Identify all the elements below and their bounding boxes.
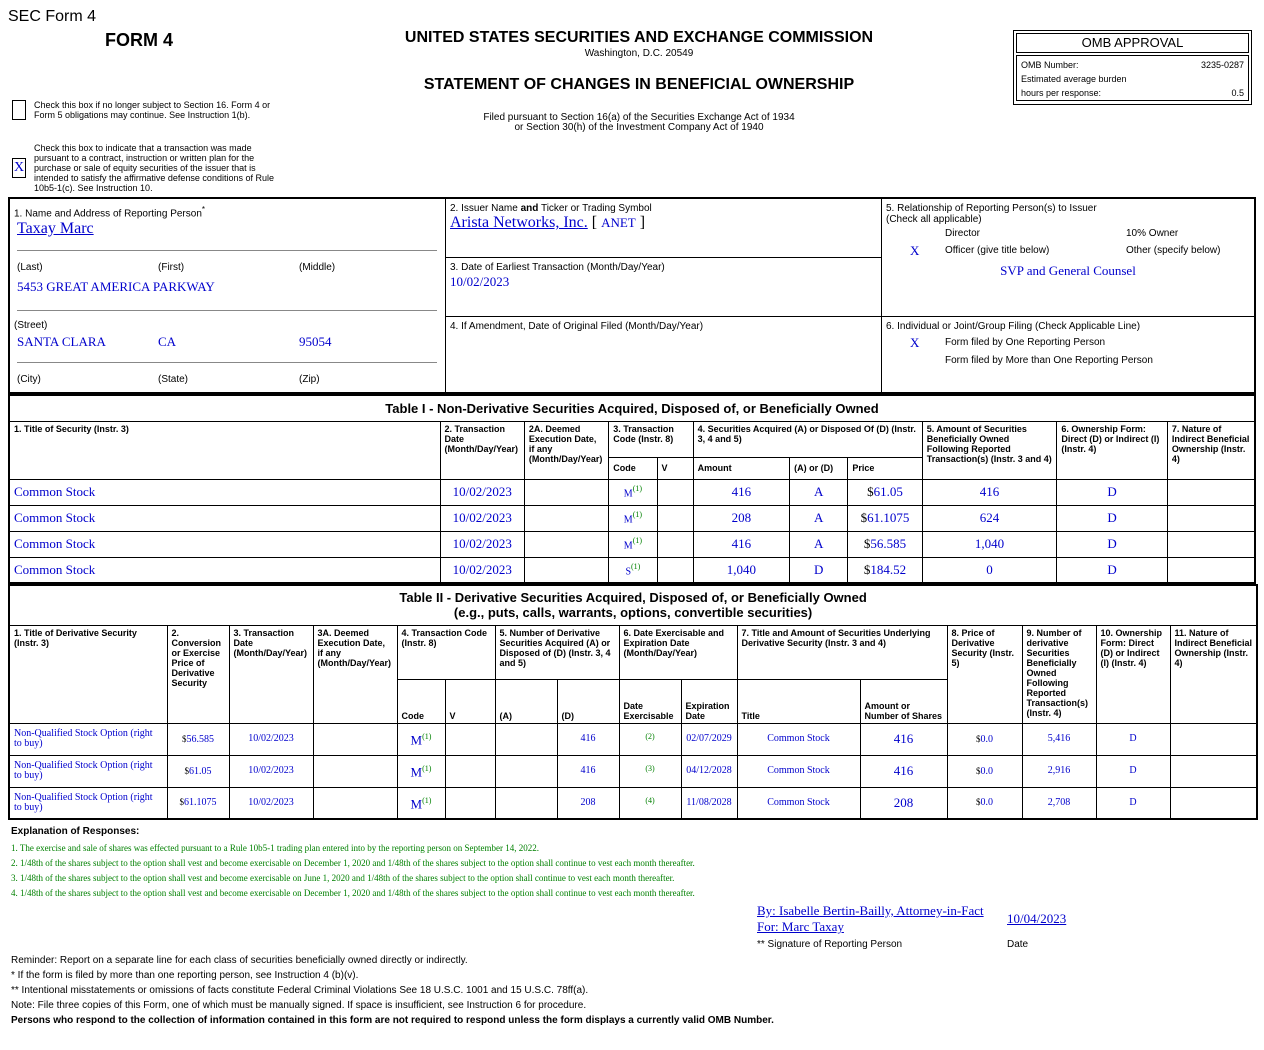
explanation-heading: Explanation of Responses: bbox=[11, 826, 140, 837]
first-label: (First) bbox=[158, 262, 185, 273]
t1-sub-ad: (A) or (D) bbox=[790, 457, 848, 479]
t1-date: 10/02/2023 bbox=[440, 531, 524, 557]
signature-line-1: By: Isabelle Bertin-Bailly, Attorney-in-Fact bbox=[757, 903, 984, 918]
t2-d: 416 bbox=[557, 723, 619, 755]
t1-owned: 0 bbox=[922, 557, 1057, 583]
table-derivative bbox=[8, 584, 1258, 820]
t1-sub-v: V bbox=[657, 457, 693, 479]
reporting-person-box bbox=[9, 198, 446, 393]
t2-d: 416 bbox=[557, 755, 619, 787]
t2-form: D bbox=[1096, 723, 1170, 755]
t2-exercisable bbox=[619, 723, 681, 755]
table-row bbox=[9, 755, 1257, 787]
t1-owned: 624 bbox=[922, 505, 1057, 531]
filed-line-2: or Section 30(h) of the Investment Company Act of 1940 bbox=[514, 122, 764, 133]
footnote-ref[interactable]: (1) bbox=[631, 561, 641, 571]
officer-label: Officer (give title below) bbox=[945, 245, 1050, 256]
t2-sub-exercisable: Date Exercisable bbox=[619, 679, 681, 723]
reminder-4: Note: File three copies of this Form, one of which must be manually signed. If space is insufficient, see Instruction 6 for procedure. bbox=[11, 1000, 587, 1011]
t2-d: 208 bbox=[557, 787, 619, 819]
t2-underlying-shares: 208 bbox=[860, 787, 947, 819]
t2-date: 10/02/2023 bbox=[229, 787, 313, 819]
footnote-ref[interactable]: (1) bbox=[632, 535, 643, 545]
zip-label: (Zip) bbox=[299, 374, 320, 385]
t1-title: Common Stock bbox=[9, 557, 440, 583]
other-label: Other (specify below) bbox=[1126, 245, 1221, 256]
t2-underlying-title: Common Stock bbox=[737, 723, 860, 755]
footnote-ref[interactable]: (2) bbox=[645, 731, 655, 741]
t2-header-number: 5. Number of Derivative Securities Acquired (A) or Disposed of (D) (Instr. 3, 4 and 5) bbox=[495, 625, 619, 679]
reminder-3: ** Intentional misstatements or omissions of facts constitute Federal Criminal Violations See 18 U.S.C. 1001 and 15 U.S.C. 78ff(a). bbox=[11, 985, 589, 996]
t1-date: 10/02/2023 bbox=[440, 557, 524, 583]
last-label: (Last) bbox=[17, 262, 43, 273]
t2-title: Non-Qualified Stock Option (right to buy) bbox=[9, 723, 167, 755]
footnote-ref[interactable]: (1) bbox=[632, 483, 643, 493]
relationship-box bbox=[881, 198, 1255, 317]
section16-checkbox[interactable] bbox=[12, 100, 26, 120]
t1-owned: 1,040 bbox=[922, 531, 1057, 557]
t1-price: $61.1075 bbox=[848, 505, 922, 531]
t2-v bbox=[445, 723, 495, 755]
omb-burden: 0.5 bbox=[1231, 88, 1244, 98]
earliest-transaction-label: 3. Date of Earliest Transaction (Month/Day/Year) bbox=[450, 262, 665, 273]
t1-date: 10/02/2023 bbox=[440, 505, 524, 531]
t2-exercisable bbox=[619, 755, 681, 787]
t2-a bbox=[495, 723, 557, 755]
statement-title: STATEMENT OF CHANGES IN BENEFICIAL OWNERSHIP bbox=[423, 76, 855, 93]
t1-header-acquired: 4. Securities Acquired (A) or Disposed Of (D) (Instr. 3, 4 and 5) bbox=[693, 421, 922, 457]
t1-nature bbox=[1167, 479, 1255, 505]
date-label: Date bbox=[1007, 939, 1029, 950]
omb-notice: Persons who respond to the collection of information contained in this form are not required to respond unless the form displays a currently valid OMB Number. bbox=[11, 1015, 774, 1026]
t1-deemed bbox=[524, 557, 608, 583]
rule10b5-checkbox[interactable]: X bbox=[12, 158, 26, 178]
t1-title: Common Stock bbox=[9, 505, 440, 531]
reporting-person-name-link[interactable]: Taxay Marc bbox=[17, 220, 94, 237]
one-person-label: Form filed by One Reporting Person bbox=[945, 337, 1106, 348]
t2-sub-title: Title bbox=[737, 679, 860, 723]
t2-form: D bbox=[1096, 787, 1170, 819]
form-number: FORM 4 bbox=[105, 30, 174, 50]
omb-details bbox=[1016, 55, 1249, 101]
footnote-ref[interactable]: (3) bbox=[645, 763, 655, 773]
filing-type-box bbox=[881, 316, 1255, 393]
agency-title: UNITED STATES SECURITIES AND EXCHANGE COMMISSION bbox=[404, 29, 874, 46]
t1-amount: 1,040 bbox=[693, 557, 789, 583]
t2-underlying-shares: 416 bbox=[860, 755, 947, 787]
t2-owned: 2,708 bbox=[1022, 787, 1096, 819]
t1-title: Common Stock bbox=[9, 531, 440, 557]
t2-sub-code: Code bbox=[397, 679, 445, 723]
t1-amount: 416 bbox=[693, 479, 789, 505]
t1-amount: 416 bbox=[693, 531, 789, 557]
t2-header-conversion: 2. Conversion or Exercise Price of Derivative Security bbox=[167, 625, 229, 723]
t1-sub-price: Price bbox=[848, 457, 922, 479]
t1-ad: A bbox=[790, 479, 848, 505]
t1-price: $184.52 bbox=[848, 557, 922, 583]
t1-nature bbox=[1167, 531, 1255, 557]
footnote-ref[interactable]: (1) bbox=[422, 796, 432, 806]
t1-header-deemed: 2A. Deemed Execution Date, if any (Month/Day/Year) bbox=[524, 421, 608, 479]
issuer-label: 2. Issuer Name and Ticker or Trading Symbol bbox=[450, 203, 652, 214]
t1-amount: 208 bbox=[693, 505, 789, 531]
table-non-derivative bbox=[8, 394, 1256, 584]
omb-title: OMB APPROVAL bbox=[1016, 33, 1249, 53]
t1-date: 10/02/2023 bbox=[440, 479, 524, 505]
t2-a bbox=[495, 755, 557, 787]
zip-value: 95054 bbox=[299, 334, 332, 349]
t2-conversion-price: $56.585 bbox=[167, 723, 229, 755]
table-row bbox=[9, 479, 1255, 505]
t2-header-price: 8. Price of Derivative Security (Instr. 5) bbox=[947, 625, 1022, 723]
t2-owned: 2,916 bbox=[1022, 755, 1096, 787]
street-label: (Street) bbox=[14, 320, 48, 331]
reminders bbox=[11, 953, 1011, 1028]
table-row bbox=[9, 557, 1255, 583]
t2-date: 10/02/2023 bbox=[229, 755, 313, 787]
t2-sub-d: (D) bbox=[557, 679, 619, 723]
t1-v bbox=[657, 557, 693, 583]
t2-underlying-title: Common Stock bbox=[737, 755, 860, 787]
signature-label: ** Signature of Reporting Person bbox=[757, 939, 903, 950]
reminder-2: * If the form is filed by more than one reporting person, see Instruction 4 (b)(v). bbox=[11, 970, 359, 981]
footnote-4: 4. 1/48th of the shares subject to the option shall vest and become exercisable on December 1, 2020 and 1/48th of the shares subject to the option shall continue to vest each month thereafter. bbox=[11, 888, 695, 898]
t2-header-date: 3. Transaction Date (Month/Day/Year) bbox=[229, 625, 313, 723]
t2-date: 10/02/2023 bbox=[229, 723, 313, 755]
table1-caption: Table I - Non-Derivative Securities Acquired, Disposed of, or Beneficially Owned bbox=[9, 395, 1255, 421]
t1-header-nature: 7. Nature of Indirect Beneficial Ownership (Instr. 4) bbox=[1167, 421, 1255, 479]
t1-ad: D bbox=[790, 557, 848, 583]
omb-number: 3235-0287 bbox=[1200, 60, 1244, 70]
table-row bbox=[9, 531, 1255, 557]
t2-v bbox=[445, 787, 495, 819]
t2-deemed bbox=[313, 723, 397, 755]
signature bbox=[757, 903, 984, 935]
omb-burden-label-2: hours per response: bbox=[1021, 88, 1102, 98]
table-row bbox=[9, 505, 1255, 531]
middle-label: (Middle) bbox=[299, 262, 336, 273]
t2-sub-a: (A) bbox=[495, 679, 557, 723]
t1-nature bbox=[1167, 557, 1255, 583]
footnote-3: 3. 1/48th of the shares subject to the option shall vest and become exercisable on June 1, 2020 and 1/48th of the shares subject to the option shall continue to vest each month thereafter. bbox=[11, 873, 675, 883]
footnote-ref[interactable]: (4) bbox=[645, 795, 655, 805]
t1-header-date: 2. Transaction Date (Month/Day/Year) bbox=[440, 421, 524, 479]
omb-number-label: OMB Number: bbox=[1021, 60, 1079, 70]
issuer-line: Arista Networks, Inc. [ ANET ] bbox=[450, 214, 646, 231]
t1-form: D bbox=[1057, 479, 1168, 505]
footnote-2: 2. 1/48th of the shares subject to the option shall vest and become exercisable on December 1, 2020 and 1/48th of the shares subject to the option shall continue to vest each month thereafter. bbox=[11, 858, 695, 868]
officer-title: SVP and General Counsel bbox=[1000, 263, 1136, 278]
t1-sub-amount: Amount bbox=[693, 457, 789, 479]
t2-nature bbox=[1170, 787, 1257, 819]
t2-header-title: 1. Title of Derivative Security (Instr. 3) bbox=[9, 625, 167, 723]
t1-v bbox=[657, 531, 693, 557]
omb-burden-label-1: Estimated average burden bbox=[1021, 74, 1127, 84]
t2-title: Non-Qualified Stock Option (right to buy) bbox=[9, 787, 167, 819]
omb-approval-box bbox=[1013, 30, 1252, 105]
t1-header-title: 1. Title of Security (Instr. 3) bbox=[9, 421, 440, 479]
t2-expiration: 04/12/2028 bbox=[681, 755, 737, 787]
t1-deemed bbox=[524, 531, 608, 557]
t2-nature bbox=[1170, 723, 1257, 755]
t1-header-owned: 5. Amount of Securities Beneficially Owned Following Reported Transaction(s) (Instr. 3 and 4) bbox=[922, 421, 1057, 479]
t2-title: Non-Qualified Stock Option (right to buy) bbox=[9, 755, 167, 787]
t2-deriv-price: $0.0 bbox=[947, 723, 1022, 755]
reminder-1: Reminder: Report on a separate line for each class of securities beneficially owned directly or indirectly. bbox=[11, 955, 468, 966]
t2-underlying-title: Common Stock bbox=[737, 787, 860, 819]
t2-header-underlying: 7. Title and Amount of Securities Underlying Derivative Security (Instr. 3 and 4) bbox=[737, 625, 947, 679]
t1-deemed bbox=[524, 505, 608, 531]
t1-form: D bbox=[1057, 557, 1168, 583]
table2-caption: Table II - Derivative Securities Acquired, Disposed of, or Beneficially Owned (e.g., puts, calls, warrants, options, convertible securities) bbox=[9, 585, 1257, 625]
street-value: 5453 GREAT AMERICA PARKWAY bbox=[17, 279, 215, 294]
issuer-name-link[interactable]: Arista Networks, Inc. bbox=[450, 214, 588, 231]
t1-code: $M^{(1)}$ bbox=[609, 479, 657, 505]
t1-code: $S^{(1)}$ bbox=[609, 557, 657, 583]
section16-text: Check this box if no longer subject to Section 16. Form 4 or Form 5 obligations may continue. See Instruction 1(b). bbox=[34, 100, 271, 120]
t2-underlying-shares: 416 bbox=[860, 723, 947, 755]
t2-deriv-price: $0.0 bbox=[947, 787, 1022, 819]
t2-form: D bbox=[1096, 755, 1170, 787]
t2-sub-v: V bbox=[445, 679, 495, 723]
t2-code: $M^{(1)}$ bbox=[397, 723, 445, 755]
t1-price: $61.05 bbox=[848, 479, 922, 505]
city-label: (City) bbox=[17, 374, 41, 385]
filing-type-label: 6. Individual or Joint/Group Filing (Check Applicable Line) bbox=[886, 321, 1141, 332]
rule10b5-text: Check this box to indicate that a transaction was made pursuant to a contract, instruction or written plan for the purchase or sale of equity securities of the issuer that is intended to satisfy the affirmative defense conditions of Rule 10b5-1(c). See Instruction 10. bbox=[34, 143, 274, 193]
t1-code: $M^{(1)}$ bbox=[609, 505, 657, 531]
filed-line-1: Filed pursuant to Section 16(a) of the Securities Exchange Act of 1934 bbox=[483, 112, 795, 123]
earliest-transaction-date: 10/02/2023 bbox=[450, 274, 510, 289]
amendment-box bbox=[445, 316, 882, 393]
t2-header-nature: 11. Nature of Indirect Beneficial Ownership (Instr. 4) bbox=[1170, 625, 1257, 723]
t2-v bbox=[445, 755, 495, 787]
t2-deemed bbox=[313, 755, 397, 787]
t1-code: $M^{(1)}$ bbox=[609, 531, 657, 557]
state-value: CA bbox=[158, 334, 177, 349]
t2-exercisable bbox=[619, 787, 681, 819]
filed-pursuant bbox=[380, 113, 898, 133]
t2-sub-expiration: Expiration Date bbox=[681, 679, 737, 723]
t1-v bbox=[657, 479, 693, 505]
t2-header-deemed: 3A. Deemed Execution Date, if any (Month/Day/Year) bbox=[313, 625, 397, 723]
t1-owned: 416 bbox=[922, 479, 1057, 505]
t2-header-owned: 9. Number of derivative Securities Beneficially Owned Following Reported Transaction(s) (Instr. 4) bbox=[1022, 625, 1096, 723]
t2-code: $M^{(1)}$ bbox=[397, 787, 445, 819]
t2-code: $M^{(1)}$ bbox=[397, 755, 445, 787]
footnote-ref[interactable]: (1) bbox=[422, 732, 432, 742]
footnote-ref[interactable]: (1) bbox=[632, 509, 643, 519]
t1-sub-code: Code bbox=[609, 457, 657, 479]
issuer-box bbox=[445, 198, 882, 258]
ticker-symbol: ANET bbox=[601, 215, 636, 230]
t2-nature bbox=[1170, 755, 1257, 787]
t1-header-code: 3. Transaction Code (Instr. 8) bbox=[609, 421, 693, 457]
t1-form: D bbox=[1057, 505, 1168, 531]
table-row bbox=[9, 787, 1257, 819]
t2-sub-amount: Amount or Number of Shares bbox=[860, 679, 947, 723]
explanation-section bbox=[11, 826, 1111, 901]
t1-nature bbox=[1167, 505, 1255, 531]
table-row bbox=[9, 723, 1257, 755]
ten-percent-owner-label: 10% Owner bbox=[1126, 228, 1179, 239]
earliest-transaction-box bbox=[445, 257, 882, 317]
one-person-check-mark: X bbox=[910, 335, 920, 350]
t1-header-form: 6. Ownership Form: Direct (D) or Indirect (I) (Instr. 4) bbox=[1057, 421, 1168, 479]
reporting-person-label: 1. Name and Address of Reporting Person* bbox=[14, 205, 206, 220]
amendment-label: 4. If Amendment, Date of Original Filed (Month/Day/Year) bbox=[450, 321, 704, 332]
t2-expiration: 11/08/2028 bbox=[681, 787, 737, 819]
t1-deemed bbox=[524, 479, 608, 505]
t2-header-form: 10. Ownership Form: Direct (D) or Indirect (I) (Instr. 4) bbox=[1096, 625, 1170, 723]
more-persons-label: Form filed by More than One Reporting Person bbox=[945, 355, 1153, 366]
footnote-ref[interactable]: (1) bbox=[422, 764, 432, 774]
t2-header-exercisable: 6. Date Exercisable and Expiration Date (Month/Day/Year) bbox=[619, 625, 737, 679]
t2-deriv-price: $0.0 bbox=[947, 755, 1022, 787]
t2-header-code: 4. Transaction Code (Instr. 8) bbox=[397, 625, 495, 679]
director-label: Director bbox=[945, 228, 981, 239]
sec-form-label: SEC Form 4 bbox=[8, 8, 97, 25]
officer-check-mark: X bbox=[910, 243, 920, 258]
footnote-1: 1. The exercise and sale of shares was effected pursuant to a Rule 10b5-1 trading plan entered into by the reporting person on September 14, 2022. bbox=[11, 843, 540, 853]
t1-price: $56.585 bbox=[848, 531, 922, 557]
t2-deemed bbox=[313, 787, 397, 819]
t2-owned: 5,416 bbox=[1022, 723, 1096, 755]
relationship-label: 5. Relationship of Reporting Person(s) to Issuer (Check all applicable) bbox=[886, 203, 1097, 225]
t1-v bbox=[657, 505, 693, 531]
t2-conversion-price: $61.05 bbox=[167, 755, 229, 787]
t1-form: D bbox=[1057, 531, 1168, 557]
t1-ad: A bbox=[790, 531, 848, 557]
signature-line-2: For: Marc Taxay bbox=[757, 919, 844, 934]
t2-a bbox=[495, 787, 557, 819]
state-label: (State) bbox=[158, 374, 189, 385]
city-value: SANTA CLARA bbox=[17, 334, 106, 349]
t2-expiration: 02/07/2029 bbox=[681, 723, 737, 755]
t2-conversion-price: $61.1075 bbox=[167, 787, 229, 819]
t1-ad: A bbox=[790, 505, 848, 531]
agency-city: Washington, D.C. 20549 bbox=[584, 48, 694, 59]
t1-title: Common Stock bbox=[9, 479, 440, 505]
signature-date: 10/04/2023 bbox=[1007, 911, 1067, 926]
